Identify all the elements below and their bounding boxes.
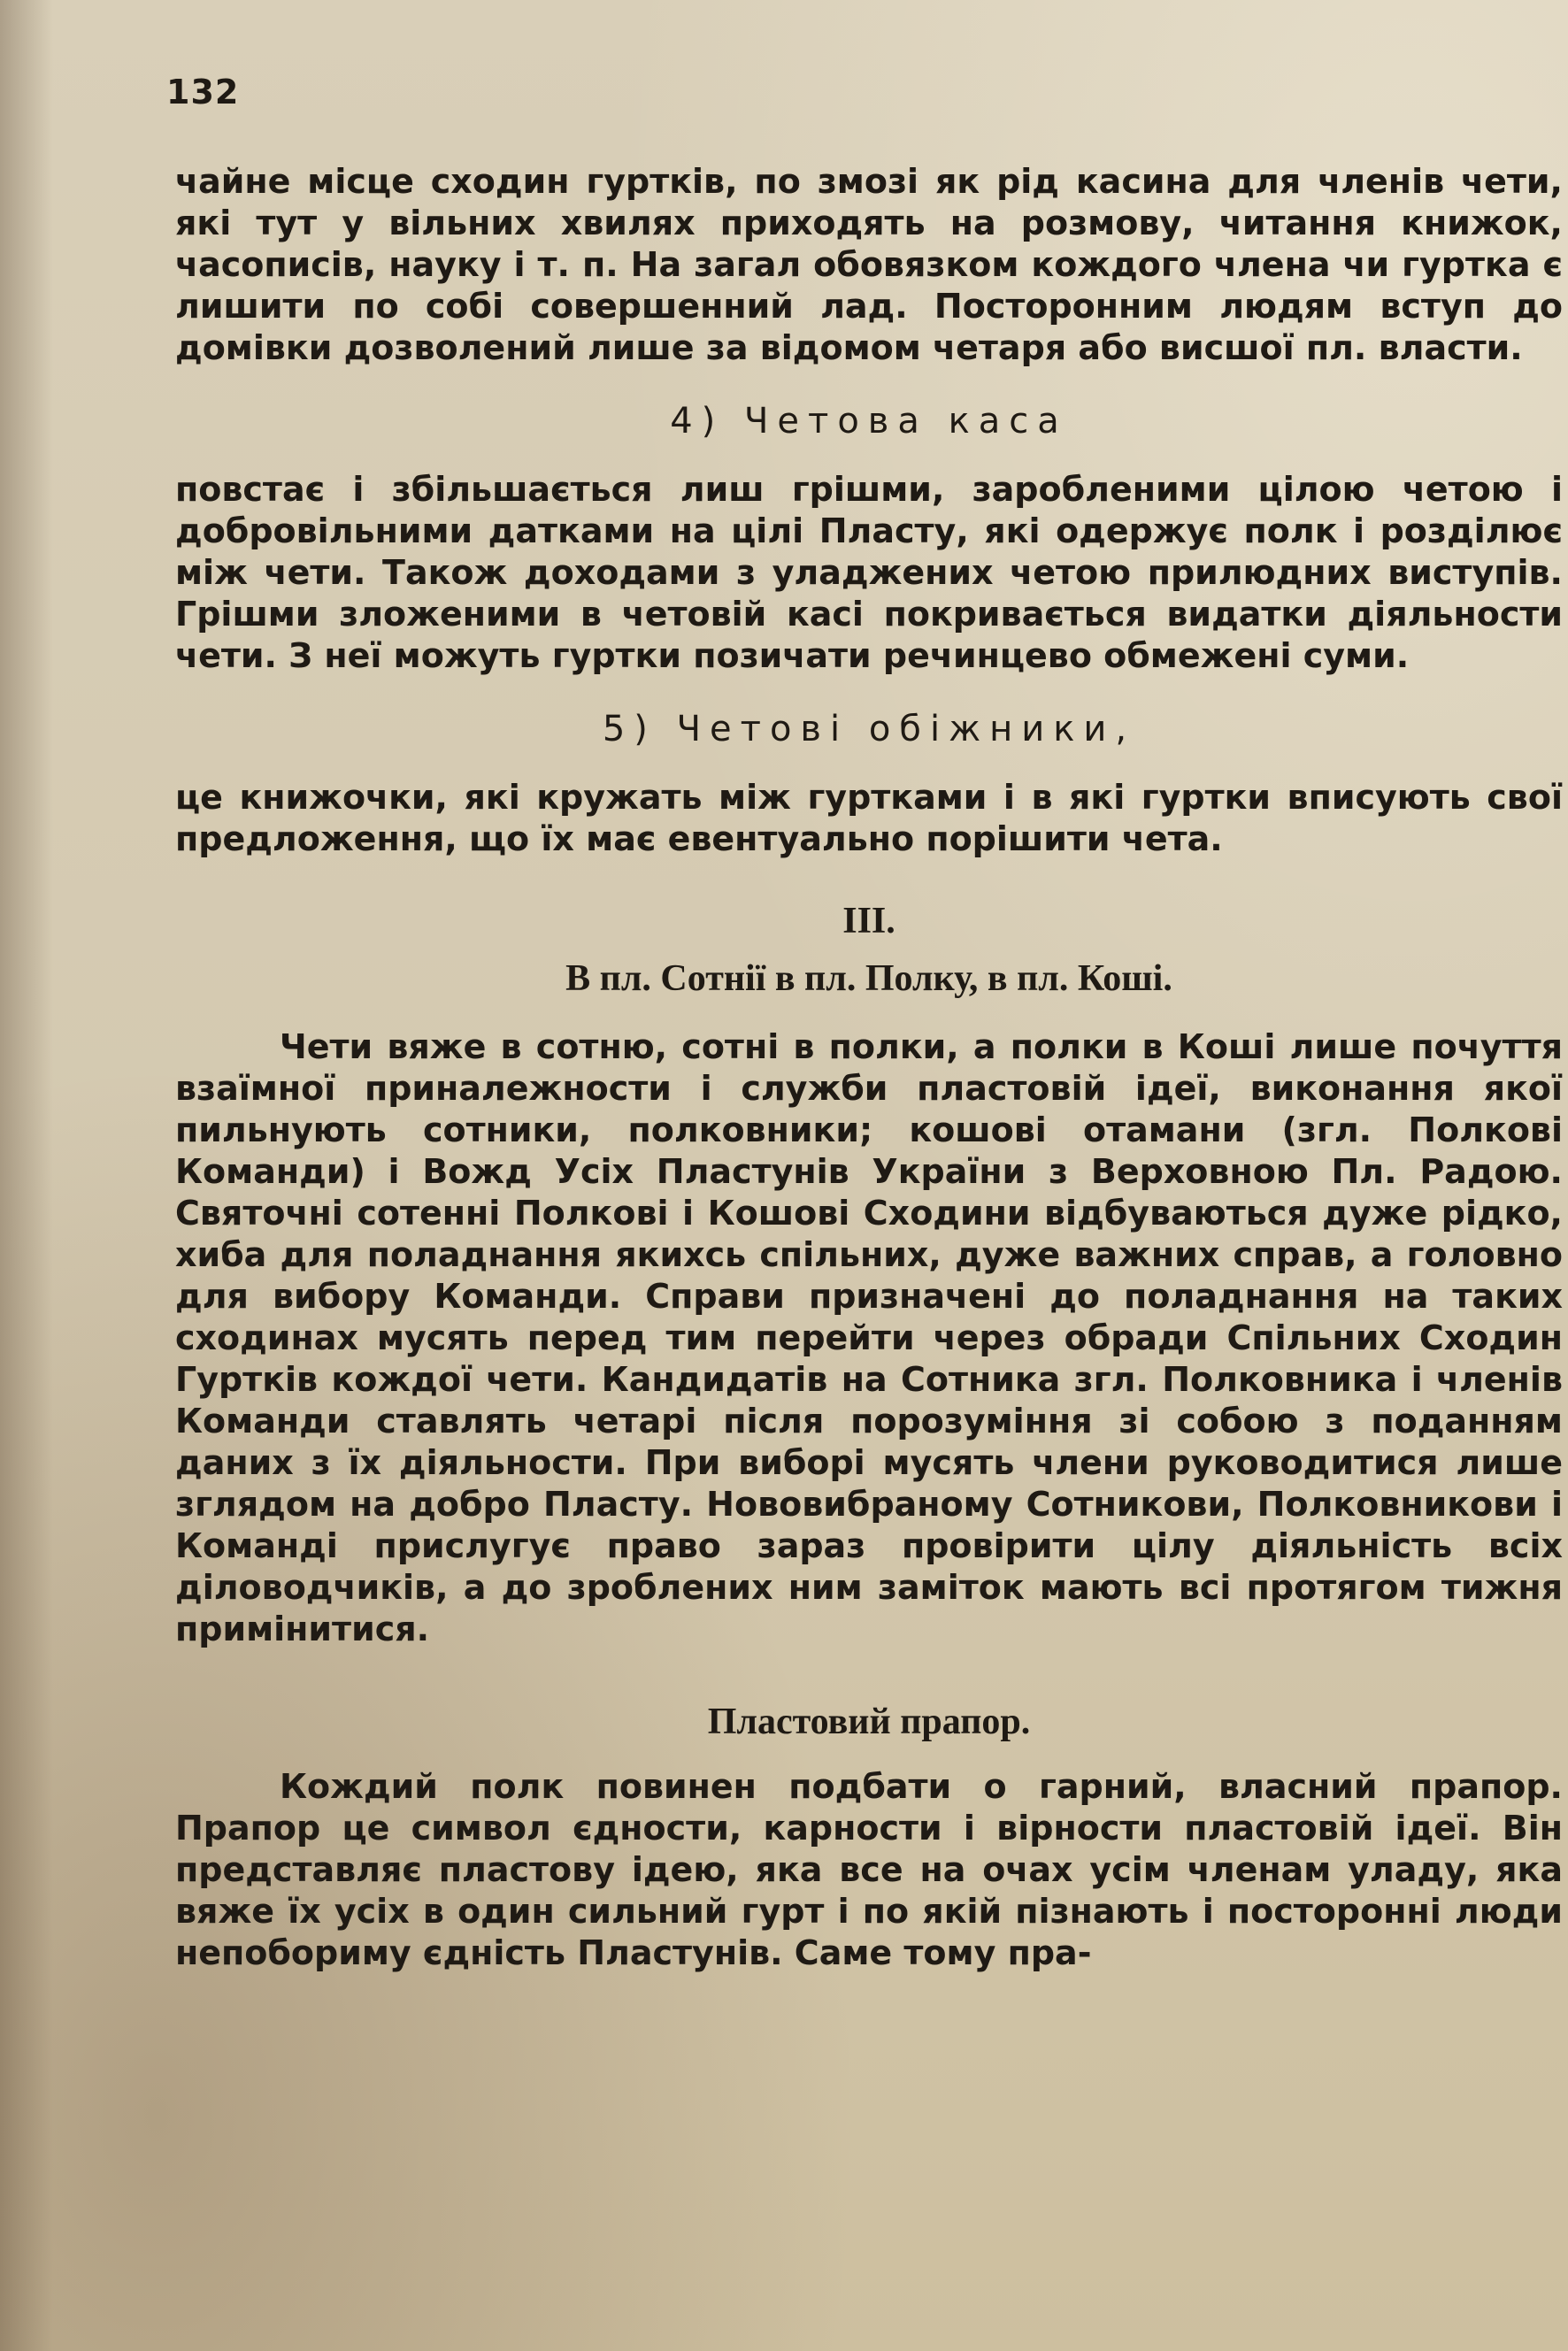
paragraph-prapor: Кождий полк повинен подбати о гарний, власний прапор. Прапор це символ єдности, карности і вірности пластовій ідеї. Він представляє пластову ідею, яка все на очах усім членам уладу, яка вяже їх усіх в один сильний гурт і по якій пізнають і посторонні люди непоборимy єдність Пластунів. Саме тому пра- bbox=[175, 1767, 1563, 1972]
page-edge-shadow bbox=[0, 0, 53, 2351]
chapter-number: III. bbox=[842, 901, 895, 941]
paragraph-sotni-polky: Чети вяже в сотню, сотні в полки, а полки в Коші лише почуття взаїмної приналежности і служби пластовій ідеї, виконання якої пильнують сотники, полковники; кошові отамани (згл. Полкові Команди) і Вожд Усіх Пластунів України з Верховною Пл. Радою. Святочні сотенні Полкові і Кошові Сходини відбуваються дуже рідко, хиба для поладнання якихсь спільних, дуже важних справ, а головно для вибору Команди. Справи призначені до поладнання на таких сходинах мусять перед тим перейти через обради Спільних Сходин Гуртків кождої чети. Кандидатів на Сотника згл. Полковника і членів Команди ставлять четарі після порозуміння зі собою з поданням даних з їх діяльности. При виборі мусять члени руководитися лише зглядом на добро Пласту. Нововибраному Сотникови, Полковникови і Команді прислугує право зараз провірити цілу діяльність всіх діловодчиків, а до зроблених ним заміток мають всі протягом тижня примінитися. bbox=[175, 1027, 1563, 1648]
heading-chetovi-obizhnyky: 5) Четові обіжники, bbox=[602, 709, 1136, 749]
paragraph-chetovi-obizhnyky: це книжочки, які кружать між гуртками і в які гуртки вписують свої предложення, що їх має евентуально порішити чета. bbox=[175, 778, 1563, 858]
page-number: 132 bbox=[166, 73, 240, 111]
page-content bbox=[175, 161, 1563, 1974]
paragraph-domivka-end: чайне місце сходин гуртків, по змозі як рід касина для членів чети, які тут у вільних хвилях приходять на розмову, читання книжок, часописів, науку і т. п. На загал обовязком кождого члена чи гуртка є лишити по собі совершенний лад. Посторонним людям вступ до домівки дозволений лише за відомом четаря або висшої пл. власти. bbox=[175, 162, 1563, 367]
heading-chetova-kasa: 4) Четова каса bbox=[670, 401, 1068, 442]
chapter-title: В пл. Сотнії в пл. Полку, в пл. Коші. bbox=[565, 958, 1172, 999]
paragraph-chetova-kasa: повстає і збільшається лиш грішми, заробленими цілою четою і добровільними датками на цілі Пласту, які одержує полк і розділює між чети. Також доходами з уладжених четою прилюдних виступів. Грішми зложеними в четовій касі покривається видатки діяльности чети. З неї можуть гуртки позичати речинцево обмежені суми. bbox=[175, 470, 1563, 675]
heading-plastovyi-prapor: Пластовий прапор. bbox=[707, 1702, 1031, 1742]
